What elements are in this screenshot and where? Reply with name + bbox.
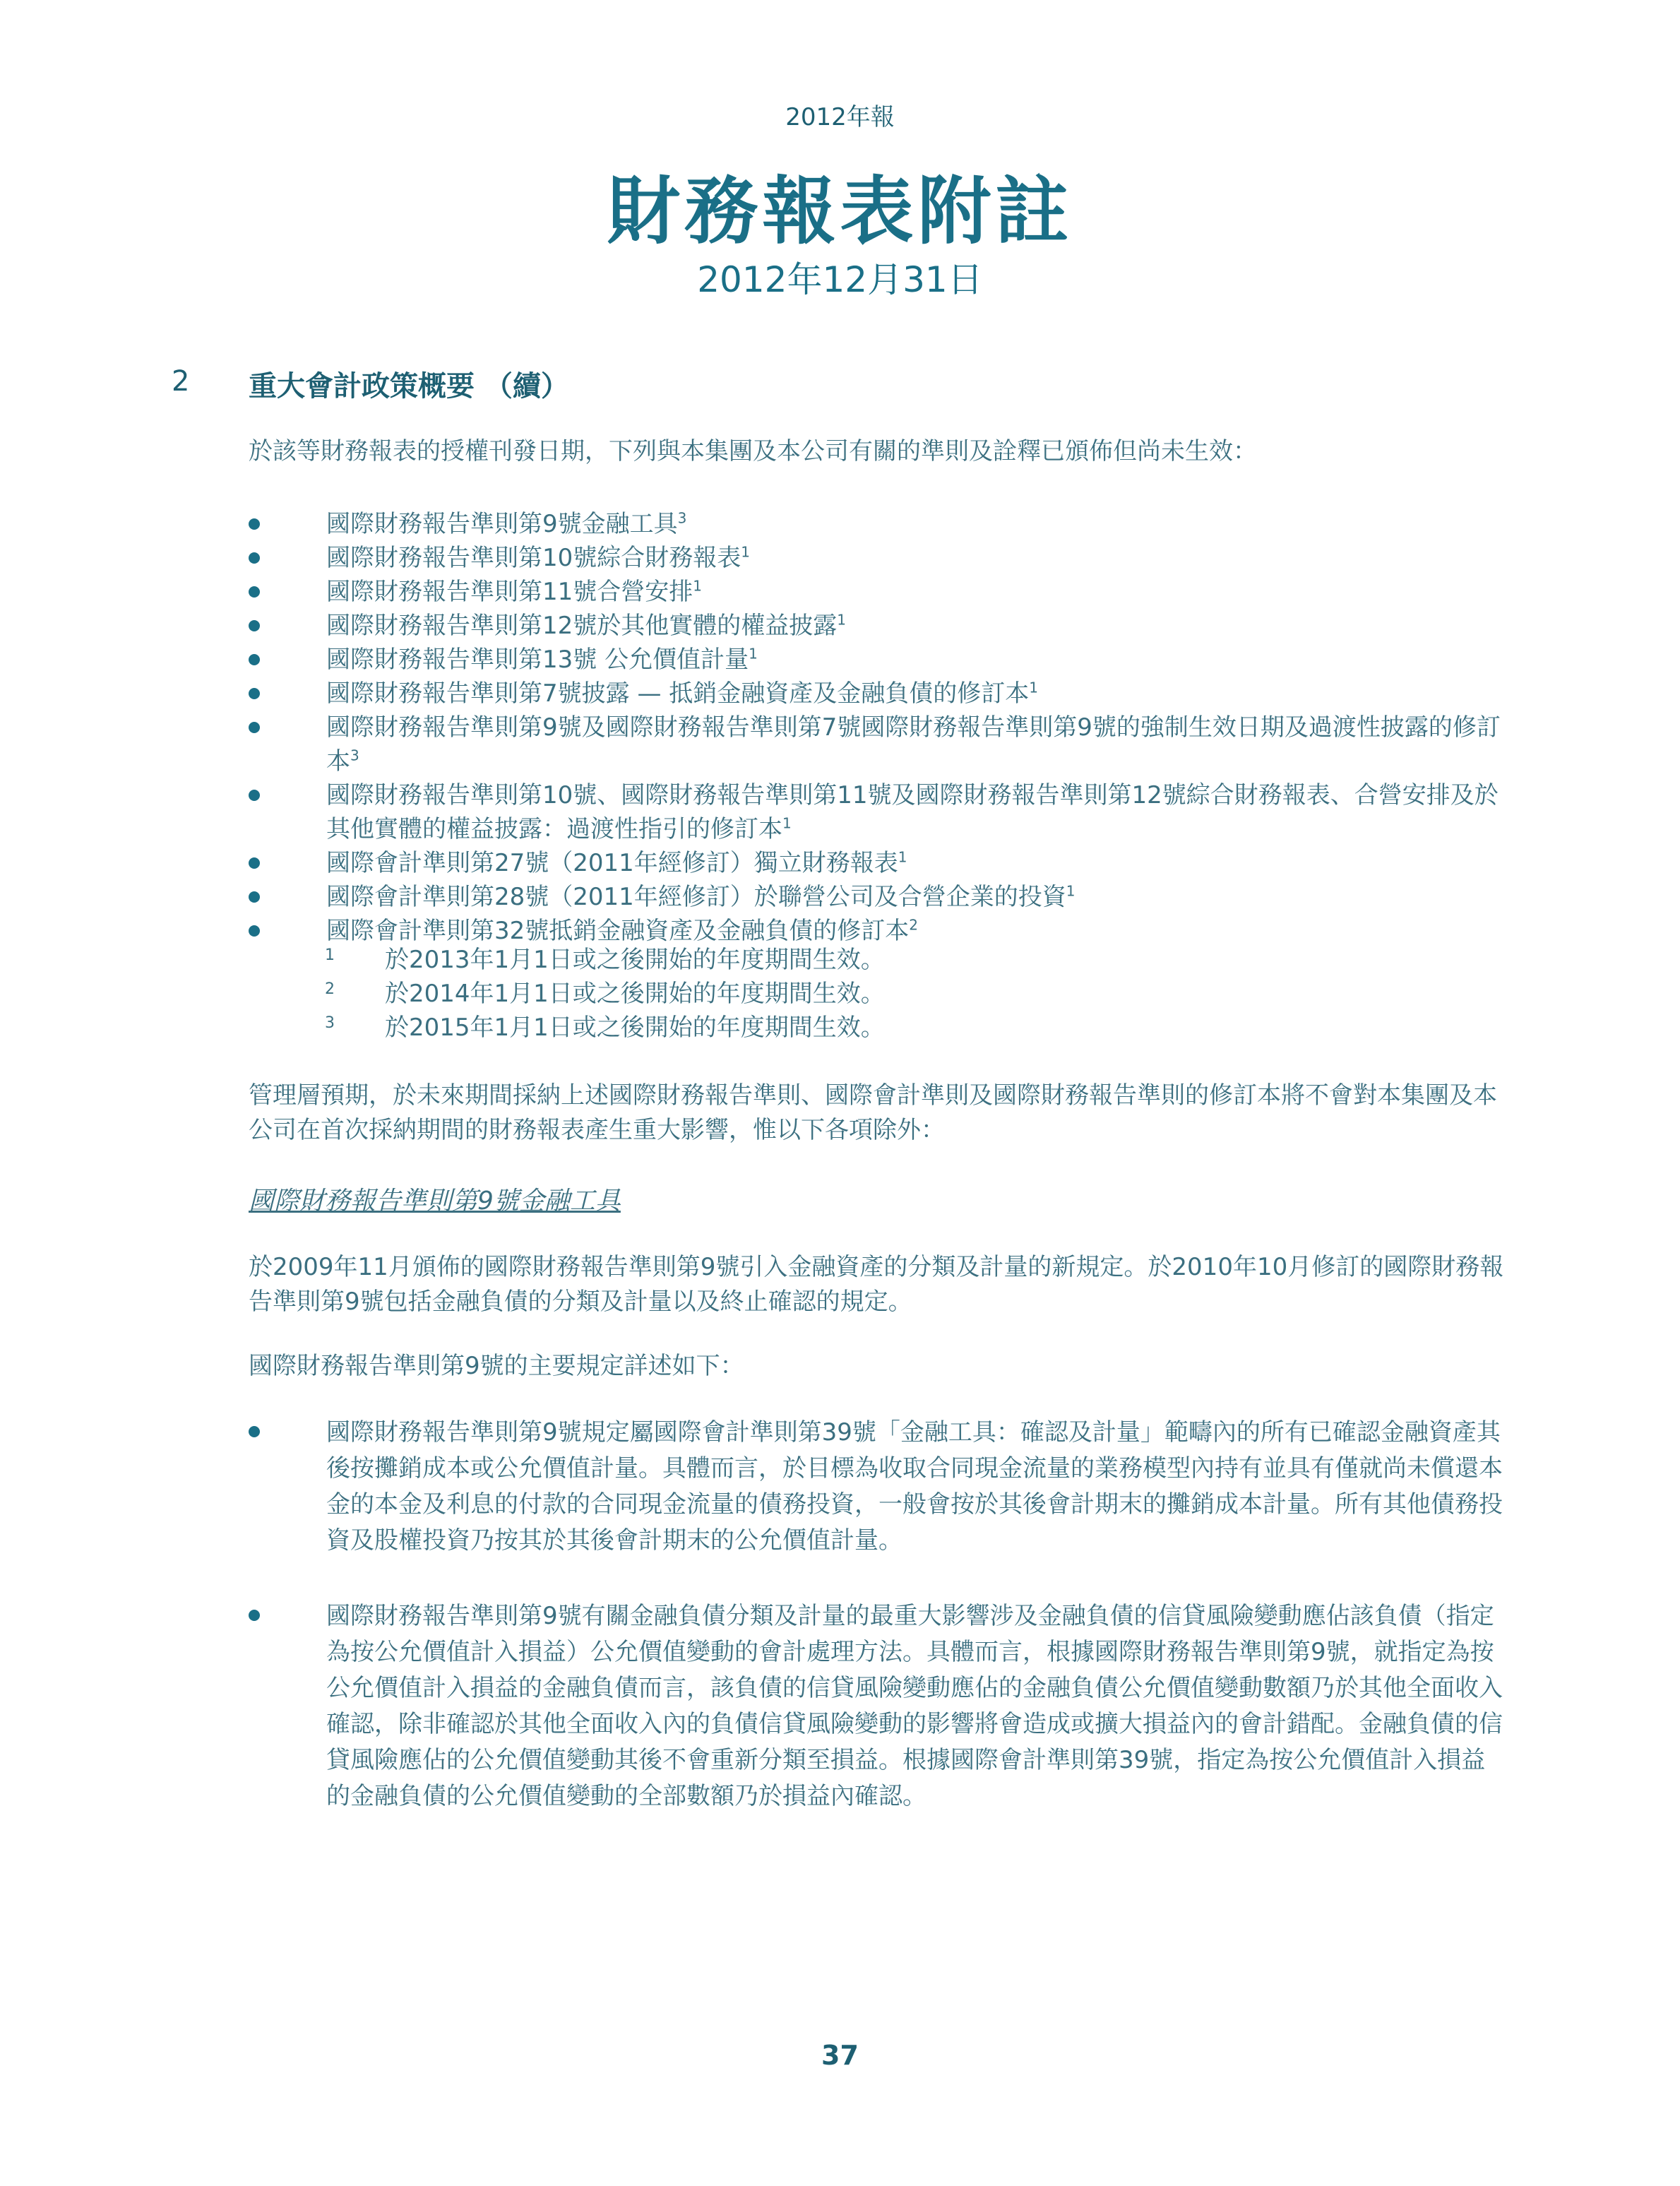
list-item: 國際財務報告準則第12號於其他實體的權益披露$^1$ (249, 609, 1509, 643)
page-title: 財務報表附註 (607, 168, 1073, 254)
bullet-icon (249, 857, 260, 869)
bullet-icon (249, 790, 260, 801)
bullet-icon (249, 620, 260, 631)
list-item: 國際財務報告準則第9號金融工具$^3$ (249, 507, 1509, 541)
bullet-icon (249, 518, 260, 530)
list-item: 國際財務報告準則第9號有關金融負債分類及計量的最重大影響涉及金融負債的信貸風險變動應佔該負債（指定為按公允價值計入損益）公允價值變動的會計處理方法。具體而言，根據國際財務報告準則第9號，就指定為按公允價值計入損益的金融負債而言，該負債的信貸風險變動應佔的金融負債公允價值變動數額乃於其他全面收入確認，除非確認於其他全面收入內的負債信貸風險變動的影響將會造成或擴大損益內的會計錯配。金融負債的信貸風險應佔的公允價值變動其後不會重新分類至損益。根據國際會計準則第39號，指定為按公允價值計入損益的金融負債的公允價值變動的全部數額乃於損益內確認。 (249, 1598, 1509, 1814)
key-requirements-intro: 國際財務報告準則第9號的主要規定詳述如下： (249, 1352, 744, 1380)
footnote: 3 於2015年1月1日或之後開始的年度期間生效。 (325, 1014, 885, 1042)
report-year-label: 2012年報 (785, 103, 895, 131)
footnotes (325, 943, 885, 1045)
intro-paragraph: 於該等財務報表的授權刊發日期，下列與本集團及本公司有關的準則及詮釋已頒佈但尚未生效： (249, 437, 1257, 465)
list-item: 國際財務報告準則第7號披露 — 抵銷金融資產及金融負債的修訂本$^1$ (249, 677, 1509, 711)
bullet-icon (249, 1610, 260, 1621)
list-item: 國際財務報告準則第9號及國際財務報告準則第7號國際財務報告準則第9號的強制生效日期及過渡性披露的修訂本$^3$ (249, 711, 1509, 778)
bullet-icon (249, 925, 260, 937)
list-item: 國際會計準則第28號（2011年經修訂）於聯營公司及合營企業的投資$^1$ (249, 880, 1509, 914)
subheading: 國際財務報告準則第9號金融工具 (249, 1187, 621, 1216)
footnote: 1 於2013年1月1日或之後開始的年度期間生效。 (325, 946, 885, 974)
report-date: 2012年12月31日 (697, 259, 983, 300)
list-item: 國際財務報告準則第10號綜合財務報表$^1$ (249, 541, 1509, 575)
standards-list (249, 507, 1509, 948)
list-item: 國際財務報告準則第10號、國際財務報告準則第11號及國際財務報告準則第12號綜合財務報表、合營安排及於其他實體的權益披露：過渡性指引的修訂本$^1$ (249, 778, 1509, 846)
bullet-icon (249, 552, 260, 564)
management-paragraph: 管理層預期，於未來期間採納上述國際財務報告準則、國際會計準則及國際財務報告準則的修訂本將不會對本集團及本公司在首次採納期間的財務報表產生重大影響，惟以下各項除外： (249, 1081, 1497, 1144)
section-title: 重大會計政策概要 （續） (249, 370, 569, 403)
bullet-icon (249, 688, 260, 699)
list-item: 國際財務報告準則第11號合營安排$^1$ (249, 575, 1509, 609)
section-number: 2 (172, 365, 190, 398)
list-item: 國際財務報告準則第13號 公允價值計量$^1$ (249, 643, 1509, 677)
list-item: 國際財務報告準則第9號規定屬國際會計準則第39號「金融工具：確認及計量」範疇內的所有已確認金融資產其後按攤銷成本或公允價值計量。具體而言，於目標為收取合同現金流量的業務模型內持有並具有僅就尚未償還本金的本金及利息的付款的合同現金流量的債務投資，一般會按於其後會計期末的攤銷成本計量。所有其他債務投資及股權投資乃按其於其後會計期末的公允價值計量。 (249, 1415, 1509, 1559)
bullet-icon (249, 722, 260, 733)
list-item: 國際會計準則第27號（2011年經修訂）獨立財務報表$^1$ (249, 846, 1509, 880)
page-number: 37 (821, 2040, 859, 2071)
bullet-icon (249, 1426, 260, 1437)
key-requirements-list (249, 1415, 1509, 1854)
bullet-icon (249, 891, 260, 903)
bullet-icon (249, 586, 260, 598)
ifrs9-paragraph: 於2009年11月頒佈的國際財務報告準則第9號引入金融資產的分類及計量的新規定。於2010年10月修訂的國際財務報告準則第9號包括金融負債的分類及計量以及終止確認的規定。 (249, 1253, 1504, 1316)
bullet-icon (249, 654, 260, 665)
footnote: 2 於2014年1月1日或之後開始的年度期間生效。 (325, 980, 885, 1008)
list-item: 國際會計準則第32號抵銷金融資產及金融負債的修訂本$^2$ (249, 914, 1509, 948)
